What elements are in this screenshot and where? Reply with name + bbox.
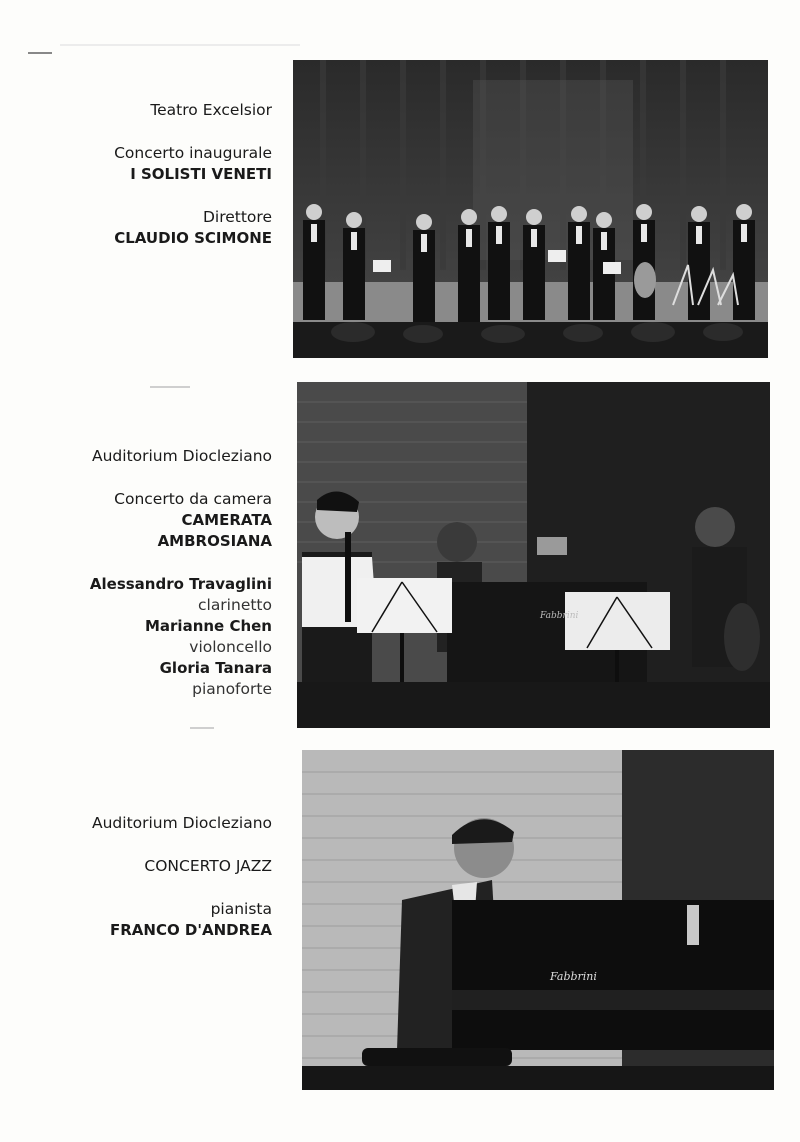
performer-name: Alessandro Travaglini	[89, 575, 272, 593]
performer-name: Marianne Chen	[144, 617, 272, 635]
piano-brand-label: Fabbrini	[550, 970, 597, 983]
ensemble-name-line-2: AMBROSIANA	[157, 532, 272, 550]
role-label: pianista	[210, 900, 272, 918]
performer-instrument: pianoforte	[192, 680, 272, 698]
event-label: Concerto da camera	[114, 490, 272, 508]
scan-artifact	[60, 44, 300, 46]
piano-brand-label: Fabbrini	[540, 611, 579, 621]
ensemble-name: I SOLISTI VENETI	[130, 165, 272, 183]
event-label: CONCERTO JAZZ	[144, 857, 272, 875]
photo-jazz-pianist	[302, 750, 774, 1090]
caption-section-1	[32, 100, 272, 249]
caption-section-3	[32, 813, 272, 941]
scan-artifact	[190, 727, 214, 729]
ensemble-name-line-1: CAMERATA	[181, 511, 272, 529]
caption-section-2	[32, 446, 272, 700]
venue-label: Auditorium Diocleziano	[92, 447, 272, 465]
venue-label: Teatro Excelsior	[150, 101, 272, 119]
photo-orchestra-stage	[293, 60, 768, 358]
performer-instrument: clarinetto	[197, 596, 272, 614]
person-name: CLAUDIO SCIMONE	[114, 229, 272, 247]
event-label: Concerto inaugurale	[114, 144, 272, 162]
performer-instrument: violoncello	[189, 638, 272, 656]
person-name: FRANCO D'ANDREA	[109, 921, 272, 939]
scan-artifact	[150, 386, 190, 388]
photo-chamber-trio	[297, 382, 770, 728]
venue-label: Auditorium Diocleziano	[92, 814, 272, 832]
performer-name: Gloria Tanara	[159, 659, 272, 677]
scan-artifact	[28, 52, 52, 54]
role-label: Direttore	[202, 208, 272, 226]
